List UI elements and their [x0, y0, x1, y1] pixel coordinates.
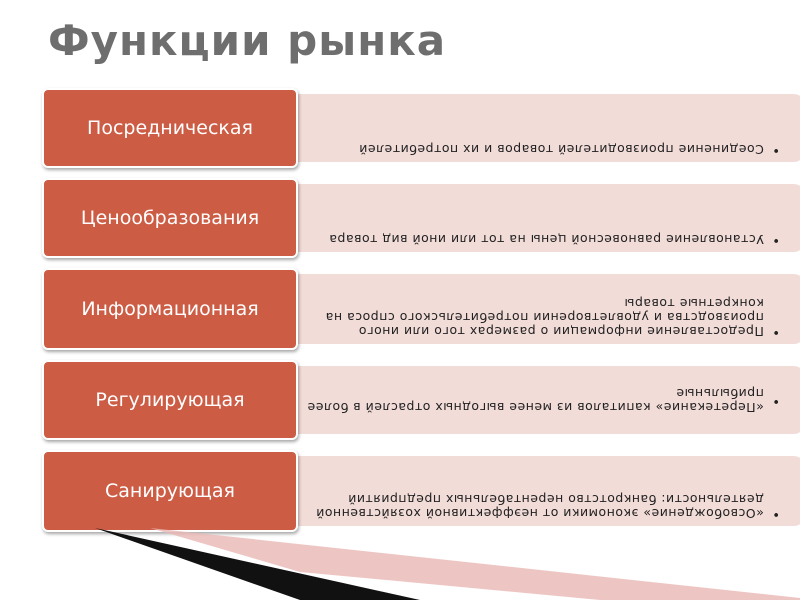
function-label: Санирующая [42, 450, 298, 532]
function-description: Соединение производителей товаров и их потребителей [358, 142, 764, 157]
bullet-icon: • [771, 324, 780, 339]
function-label: Информационная [42, 268, 298, 350]
function-description: Предоставление информации о размерах того или иного производства и удовлетворении потребительского спроса на конкретные товары [325, 296, 764, 339]
function-description: «Освобождение» экономики от неэффективной хозяйственной деятельности: банкротство нерентабельных предприятий [315, 492, 764, 521]
slide-title: Функции рынка [48, 16, 447, 65]
function-description: «Перетекание» капиталов из менее выгодных отраслей в более прибыльные [307, 386, 764, 415]
bullet-icon: • [771, 232, 780, 247]
function-label: Посредническая [42, 88, 298, 168]
bullet-icon: • [771, 393, 780, 408]
function-label: Регулирующая [42, 360, 298, 440]
bullet-icon: • [771, 506, 780, 521]
function-description: Установление равновесной цены на тот или иной вид товара [328, 232, 764, 247]
function-label: Ценообразования [42, 178, 298, 258]
bullet-icon: • [771, 142, 780, 157]
